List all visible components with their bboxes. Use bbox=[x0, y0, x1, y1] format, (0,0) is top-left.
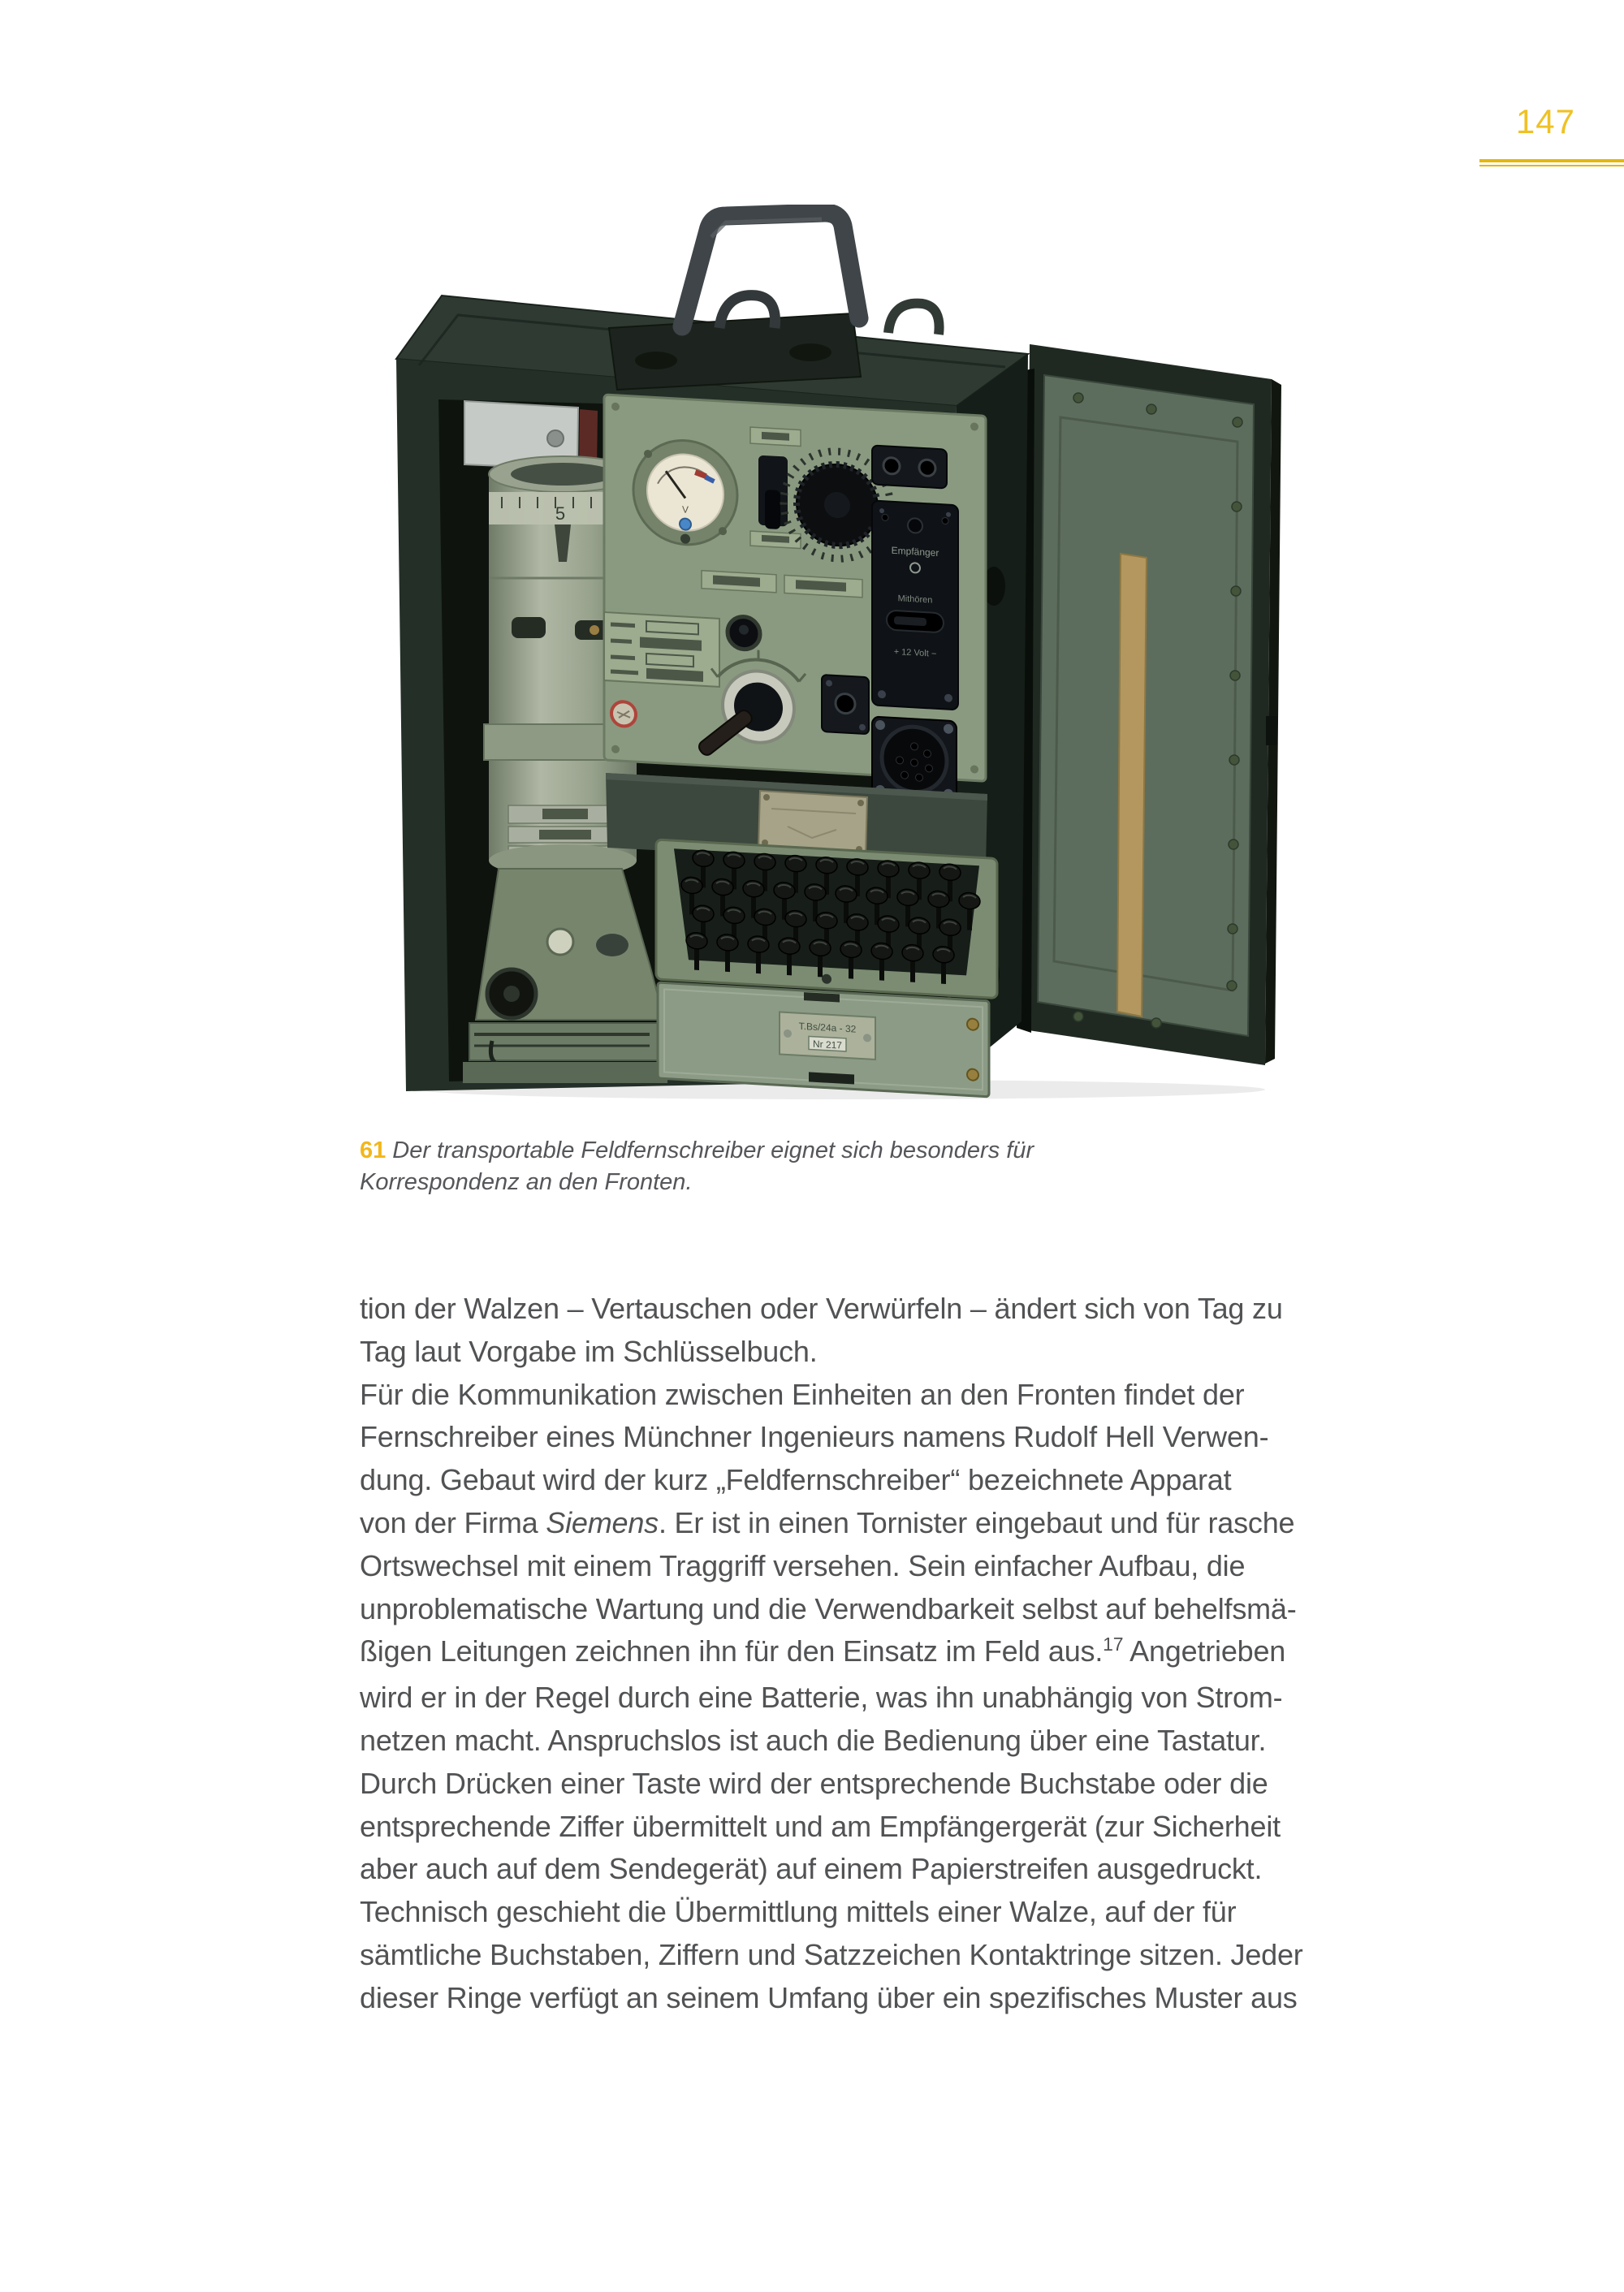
page-number: 147 bbox=[1515, 102, 1575, 140]
rule-line-thick bbox=[1479, 159, 1624, 162]
side-door bbox=[1023, 344, 1281, 1065]
body-line: unproblematische Wartung und die Verwendbarkeit selbst auf behelfsmä- bbox=[360, 1591, 1297, 1625]
body-line: dieser Ringe verfügt an seinem Umfang über ein spezifisches Muster aus bbox=[360, 1980, 1298, 2014]
drawer-plate bbox=[780, 1012, 875, 1060]
caption-line2: Korrespondenz an den Fronten. bbox=[360, 1169, 693, 1195]
caption-number: 61 bbox=[360, 1137, 387, 1163]
device-illustration bbox=[388, 205, 1288, 1104]
jack-sockets bbox=[872, 445, 947, 488]
caption-line1: Der transportable Feldfernschreiber eignet sich besonders für bbox=[392, 1137, 1034, 1163]
feldfernschreiber-photo bbox=[388, 205, 1288, 1104]
scale-number: 5 bbox=[555, 503, 566, 524]
drawer-plate-model: T.Bs/24a - 32 bbox=[798, 1020, 857, 1035]
drawer-front bbox=[658, 982, 989, 1097]
door-paper-chart bbox=[1117, 554, 1147, 1017]
body-line: Ortswechsel mit einem Traggriff versehen. Sein einfacher Aufbau, die bbox=[360, 1548, 1246, 1582]
volt-label: + 12 Volt − bbox=[893, 646, 937, 659]
body-line: ßigen Leitungen zeichnen ihn für den Einsatz im Feld aus.$^{17}$ Angetrieben bbox=[360, 1634, 1286, 1668]
rule-line-thin bbox=[1479, 165, 1624, 166]
body-text bbox=[360, 1288, 1448, 2020]
page-rule bbox=[1479, 159, 1624, 166]
svg-text:V: V bbox=[681, 503, 689, 516]
empfaenger-label: Empfänger bbox=[891, 544, 939, 559]
top-clasp-icon bbox=[888, 304, 939, 335]
control-panel bbox=[604, 395, 986, 804]
body-line: von der Firma Siemens. Er ist in einen Tornister eingebaut und für rasche bbox=[360, 1505, 1295, 1539]
figure-caption bbox=[360, 1135, 1253, 1198]
square-jack bbox=[822, 675, 869, 734]
body-line: Durch Drücken einer Taste wird der entsprechende Buchstabe oder die bbox=[360, 1766, 1268, 1800]
connector-panel bbox=[872, 500, 958, 710]
body-line: entsprechende Ziffer übermittelt und am Empfängergerät (zur Sicherheit bbox=[360, 1809, 1281, 1843]
body-line: aber auch auf dem Sendegerät) auf einem Papierstreifen ausgedruckt. bbox=[360, 1852, 1263, 1886]
body-line: wird er in der Regel durch eine Batterie, was ihn unabhängig von Strom- bbox=[360, 1681, 1283, 1715]
body-line: Für die Kommunikation zwischen Einheiten an den Fronten findet der bbox=[360, 1377, 1245, 1411]
mithoeren-label: Mithören bbox=[897, 594, 933, 606]
data-plate bbox=[604, 612, 719, 687]
body-line: Tag laut Vorgabe im Schlüsselbuch. bbox=[360, 1334, 818, 1368]
body-line: netzen macht. Anspruchslos ist auch die Bedienung über eine Tastatur. bbox=[360, 1723, 1267, 1757]
keyboard bbox=[656, 840, 997, 998]
drawer-plate-serial: Nr 217 bbox=[812, 1038, 843, 1051]
body-line: dung. Gebaut wird der kurz „Feldfernschreiber“ bezeichnete Apparat bbox=[360, 1463, 1232, 1497]
door-latch bbox=[1266, 716, 1277, 745]
body-line: Technisch geschieht die Übermittlung mittels einer Walze, auf der für bbox=[360, 1895, 1237, 1929]
body-line: sämtliche Buchstaben, Ziffern und Satzzeichen Kontaktringe sitzen. Jeder bbox=[360, 1937, 1303, 1971]
body-line: Fernschreiber eines Münchner Ingenieurs namens Rudolf Hell Verwen- bbox=[360, 1420, 1269, 1454]
slide-rails bbox=[469, 1023, 658, 1060]
body-line: tion der Walzen – Vertauschen oder Verwürfeln – ändert sich von Tag zu bbox=[360, 1292, 1283, 1325]
